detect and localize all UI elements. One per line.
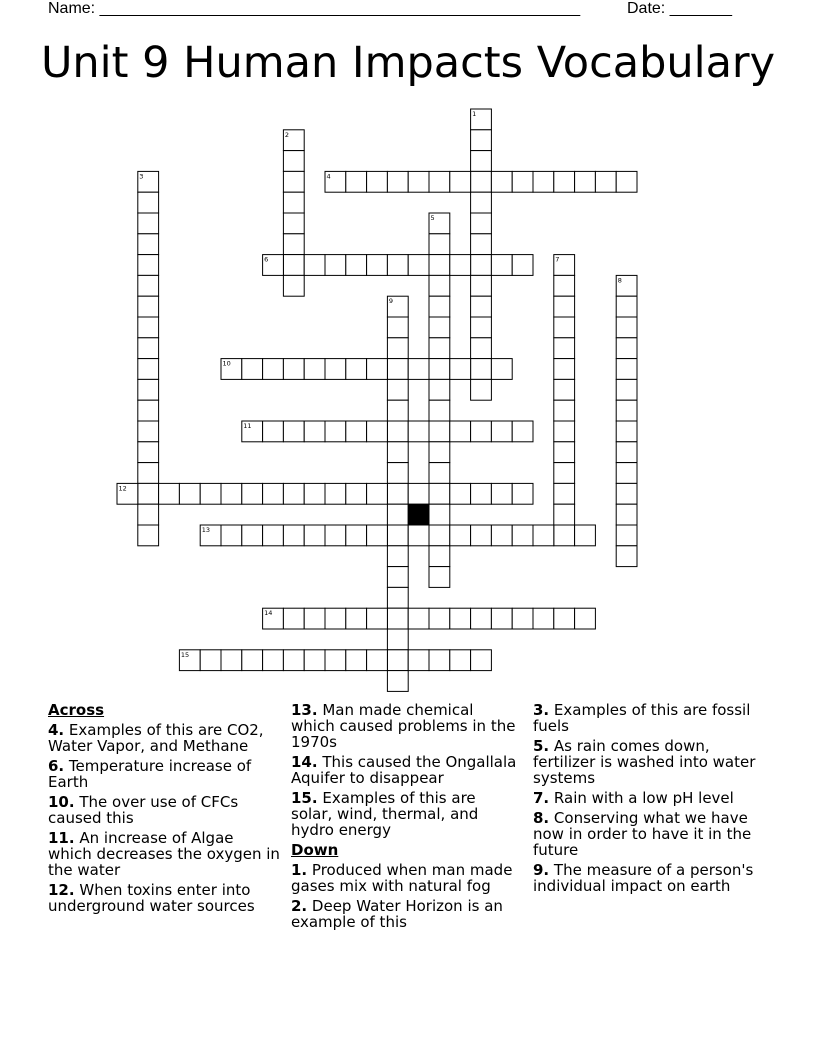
crossword-cell[interactable] [491,255,512,276]
crossword-cell[interactable] [471,379,492,400]
clue-number: 13. [291,701,318,719]
crossword-cell[interactable] [471,525,492,546]
crossword-cell[interactable] [242,525,263,546]
crossword-cell[interactable] [408,359,429,380]
crossword-cell[interactable] [429,317,450,338]
name-field-label: Name: ______________________________________________________ [48,0,581,17]
crossword-cell[interactable] [387,650,408,671]
crossword-cell[interactable] [554,463,575,484]
crossword-cell[interactable] [429,567,450,588]
crossword-cell[interactable] [304,483,325,504]
crossword-cell[interactable] [221,650,242,671]
crossword-cell[interactable] [387,671,408,692]
crossword-cell[interactable] [408,608,429,629]
crossword-cell[interactable] [346,359,367,380]
crossword-cell[interactable] [138,213,159,234]
crossword-cell[interactable] [471,130,492,151]
crossword-cell[interactable] [512,421,533,442]
crossword-cell[interactable] [263,421,284,442]
crossword-cell[interactable] [616,421,637,442]
crossword-cell[interactable] [616,400,637,421]
crossword-cell[interactable] [471,151,492,172]
clue-number: 7. [533,789,550,807]
clue-text: As rain comes down, fertilizer is washed into water systems [533,737,756,787]
crossword-cell[interactable] [367,255,388,276]
crossword-cell[interactable] [491,421,512,442]
crossword-cell[interactable] [471,338,492,359]
clue-number-10: 10 [222,359,231,368]
crossword-cell[interactable] [471,255,492,276]
crossword-cell[interactable] [471,608,492,629]
crossword-cell[interactable] [138,234,159,255]
crossword-cell[interactable] [138,296,159,317]
crossword-cell[interactable] [283,608,304,629]
crossword-cell[interactable] [429,504,450,525]
clue-number-2: 2 [284,130,290,139]
crossword-cell[interactable] [325,525,346,546]
crossword-cell[interactable] [533,171,554,192]
crossword-cell[interactable] [367,171,388,192]
crossword-cell[interactable] [283,213,304,234]
clues-column-3 [533,702,765,898]
down-heading: Down [291,841,339,859]
crossword-cell[interactable] [387,171,408,192]
crossword-cell[interactable] [512,483,533,504]
crossword-cell[interactable] [554,442,575,463]
crossword-cell[interactable] [616,504,637,525]
crossword-cell[interactable] [616,546,637,567]
crossword-cell[interactable] [325,608,346,629]
crossword-cell[interactable] [283,525,304,546]
crossword-cell[interactable] [387,421,408,442]
clue-number-4: 4 [326,172,331,181]
crossword-cell[interactable] [325,255,346,276]
clue-text: This caused the Ongallala Aquifer to disappear [291,753,517,787]
crossword-cell[interactable] [554,483,575,504]
clue-number-3: 3 [139,172,144,181]
crossword-cell[interactable] [491,359,512,380]
crossword-cell[interactable] [429,338,450,359]
clue-text: Examples of this are fossil fuels [533,701,751,735]
crossword-cell[interactable] [554,504,575,525]
clue-number-12: 12 [118,484,127,493]
crossword-cell[interactable] [138,483,159,504]
clue-number: 8. [533,809,550,827]
crossword-cell[interactable] [554,400,575,421]
crossword-cell[interactable] [512,608,533,629]
crossword-cell[interactable] [242,483,263,504]
across-clue-13 [291,702,519,750]
down-clue-9 [533,862,765,894]
clue-text: An increase of Algae which decreases the oxygen in the water [48,829,280,879]
across-clue-14 [291,754,519,786]
clue-text: Conserving what we have now in order to have it in the future [533,809,752,859]
crossword-cell[interactable] [221,483,242,504]
crossword-cell[interactable] [387,338,408,359]
crossword-cell[interactable] [283,255,304,276]
crossword-cell[interactable] [408,483,429,504]
crossword-cell[interactable] [450,255,471,276]
crossword-cell[interactable] [554,359,575,380]
clue-number: 1. [291,861,308,879]
crossword-cell[interactable] [429,359,450,380]
crossword-cell[interactable] [221,525,242,546]
crossword-cell[interactable] [429,650,450,671]
crossword-cell[interactable] [450,359,471,380]
crossword-cell[interactable] [283,421,304,442]
crossword-cell[interactable] [159,483,180,504]
crossword-cell[interactable] [242,359,263,380]
crossword-cell[interactable] [304,421,325,442]
crossword-cell[interactable] [471,317,492,338]
crossword-cell[interactable] [554,171,575,192]
crossword-cell[interactable] [242,650,263,671]
crossword-cell[interactable] [616,442,637,463]
crossword-cell[interactable] [138,255,159,276]
crossword-cell[interactable] [387,255,408,276]
clues-column-2 [291,702,519,934]
clue-text: Rain with a low pH level [553,789,734,807]
across-heading: Across [48,701,105,719]
crossword-cell[interactable] [595,171,616,192]
crossword-cell[interactable] [179,483,200,504]
crossword-cell[interactable] [325,421,346,442]
crossword-cell[interactable] [450,608,471,629]
clue-text: The over use of CFCs caused this [48,793,239,827]
clue-text: Produced when man made gases mix with natural fog [291,861,513,895]
clue-number: 4. [48,721,65,739]
clue-text: Examples of this are CO2, Water Vapor, and Methane [48,721,264,755]
crossword-cell[interactable] [283,483,304,504]
page-title: Unit 9 Human Impacts Vocabulary [40,38,776,88]
clue-number-5: 5 [430,214,435,222]
crossword-cell[interactable] [616,296,637,317]
crossword-cell[interactable] [429,275,450,296]
across-clue-12 [48,882,280,914]
crossword-cell[interactable] [429,296,450,317]
crossword-cell[interactable] [616,359,637,380]
crossword-cell[interactable] [471,171,492,192]
across-clue-4 [48,722,280,754]
crossword-cell[interactable] [450,171,471,192]
crossword-cell[interactable] [616,171,637,192]
crossword-cell[interactable] [408,421,429,442]
crossword-cell[interactable] [554,421,575,442]
clue-number: 6. [48,757,65,775]
clue-text: When toxins enter into underground water sources [48,881,255,915]
crossword-cell[interactable] [138,338,159,359]
crossword-cell[interactable] [283,151,304,172]
clue-number: 3. [533,701,550,719]
crossword-cell[interactable] [283,359,304,380]
crossword-cell[interactable] [616,338,637,359]
crossword-cell[interactable] [346,608,367,629]
crossword-cell[interactable] [554,275,575,296]
crossword-cell[interactable] [346,255,367,276]
crossword-cell[interactable] [387,629,408,650]
clue-number: 10. [48,793,75,811]
crossword-cell[interactable] [471,650,492,671]
crossword-cell[interactable] [200,483,221,504]
crossword-cell[interactable] [471,359,492,380]
crossword-cell[interactable] [304,650,325,671]
crossword-cell[interactable] [408,171,429,192]
crossword-cell[interactable] [471,483,492,504]
crossword-cell[interactable] [263,359,284,380]
crossword-cell[interactable] [346,483,367,504]
crossword-cell[interactable] [138,192,159,213]
crossword-cell[interactable] [387,587,408,608]
crossword-cell[interactable] [429,255,450,276]
crossword-cell[interactable] [346,171,367,192]
clue-number: 9. [533,861,550,879]
clue-number: 5. [533,737,550,755]
clue-number-15: 15 [180,650,190,659]
down-clue-8 [533,810,765,858]
crossword-cell[interactable] [512,525,533,546]
crossword-cell[interactable] [263,483,284,504]
crossword-cell[interactable] [387,317,408,338]
crossword-cell[interactable] [429,421,450,442]
down-clue-3 [533,702,765,734]
crossword-cell[interactable] [429,525,450,546]
crossword-cell[interactable] [283,234,304,255]
clue-number-14: 14 [264,609,273,618]
clue-text: Man made chemical which caused problems in the 1970s [291,701,516,751]
crossword-cell[interactable] [491,525,512,546]
crossword-cell[interactable] [283,171,304,192]
crossword-cell[interactable] [387,359,408,380]
crossword-cell[interactable] [471,296,492,317]
crossword-cell[interactable] [138,275,159,296]
crossword-cell[interactable] [575,171,596,192]
crossword-cell[interactable] [450,421,471,442]
crossword-cell[interactable] [387,608,408,629]
across-clue-10 [48,794,280,826]
clue-number-8: 8 [617,276,622,285]
crossword-cell[interactable] [387,504,408,525]
crossword-cell[interactable] [491,171,512,192]
crossword-cell[interactable] [554,379,575,400]
date-field-label: Date: _______ [627,0,732,17]
crossword-cell[interactable] [138,421,159,442]
down-clue-1 [291,862,519,894]
clue-number-13: 13 [201,526,210,534]
crossword-cell[interactable] [554,525,575,546]
crossword-cell[interactable] [491,608,512,629]
crossword-cell[interactable] [471,234,492,255]
crossword-cell[interactable] [138,379,159,400]
crossword-cell[interactable] [138,359,159,380]
crossword-cell[interactable] [450,525,471,546]
down-clue-5 [533,738,765,786]
crossword-cell[interactable] [138,400,159,421]
clue-number-6: 6 [264,255,269,264]
crossword-cell[interactable] [429,463,450,484]
clue-text: Examples of this are solar, wind, thermal, and hydro energy [291,789,479,839]
clue-number-1: 1 [472,110,477,118]
clue-number: 12. [48,881,75,899]
crossword-cell[interactable] [325,650,346,671]
crossword-cell[interactable] [471,421,492,442]
crossword-cell[interactable] [512,171,533,192]
clue-number: 14. [291,753,318,771]
crossword-cell[interactable] [429,234,450,255]
crossword-cell[interactable] [533,525,554,546]
down-clue-2 [291,898,519,930]
crossword-cell[interactable] [408,255,429,276]
crossword-cell[interactable] [367,483,388,504]
crossword-cell[interactable] [304,255,325,276]
clue-number-11: 11 [243,422,252,430]
crossword-cell[interactable] [429,442,450,463]
crossword-cell[interactable] [429,483,450,504]
crossword-cell[interactable] [471,275,492,296]
crossword-cell[interactable] [325,483,346,504]
across-clue-15 [291,790,519,838]
crossword-cell[interactable] [429,608,450,629]
crossword-cell[interactable] [387,546,408,567]
crossword-cell[interactable] [387,525,408,546]
clue-number: 11. [48,829,75,847]
crossword-cell[interactable] [387,463,408,484]
crossword-cell[interactable] [283,275,304,296]
crossword-cell[interactable] [408,650,429,671]
clue-number-7: 7 [555,255,560,264]
clue-text: Temperature increase of Earth [48,757,252,791]
crossword-cell[interactable] [200,650,221,671]
crossword-cell[interactable] [450,650,471,671]
crossword-cell[interactable] [387,483,408,504]
crossword-cell[interactable] [575,608,596,629]
crossword-cell[interactable] [346,421,367,442]
crossword-cell[interactable] [616,483,637,504]
crossword-cell[interactable] [616,317,637,338]
crossword-cell[interactable] [367,650,388,671]
crossword-cell[interactable] [429,546,450,567]
across-clue-6 [48,758,280,790]
crossword-cell[interactable] [471,192,492,213]
crossword-cell[interactable] [367,525,388,546]
crossword-cell[interactable] [138,442,159,463]
clue-number: 15. [291,789,318,807]
crossword-cell[interactable] [263,525,284,546]
crossword-cell[interactable] [491,483,512,504]
crossword-cell[interactable] [138,317,159,338]
crossword-cell[interactable] [575,525,596,546]
clues-column-1 [48,702,280,918]
black-square [408,504,429,525]
crossword-cell[interactable] [387,567,408,588]
crossword-cell[interactable] [429,400,450,421]
crossword-cell[interactable] [387,379,408,400]
crossword-cell[interactable] [138,525,159,546]
crossword-cell[interactable] [554,296,575,317]
crossword-cell[interactable] [367,608,388,629]
crossword-cell[interactable] [367,359,388,380]
crossword-cell[interactable] [325,359,346,380]
crossword-cell[interactable] [304,608,325,629]
crossword-cell[interactable] [283,192,304,213]
crossword-cell[interactable] [138,463,159,484]
crossword-cell[interactable] [512,255,533,276]
crossword-cell[interactable] [471,213,492,234]
crossword-cell[interactable] [367,421,388,442]
crossword-cell[interactable] [429,379,450,400]
crossword-cell[interactable] [554,338,575,359]
clue-text: The measure of a person's individual impact on earth [533,861,754,895]
crossword-cell[interactable] [616,379,637,400]
crossword-cell[interactable] [554,317,575,338]
clue-number-9: 9 [388,297,394,306]
crossword-cell[interactable] [554,608,575,629]
crossword-cell[interactable] [304,525,325,546]
crossword-cell[interactable] [616,525,637,546]
crossword-cell[interactable] [408,525,429,546]
crossword-cell[interactable] [450,483,471,504]
crossword-cell[interactable] [283,650,304,671]
crossword-cell[interactable] [138,504,159,525]
across-clue-11 [48,830,280,878]
clue-text: Deep Water Horizon is an example of this [291,897,503,931]
down-clue-7 [533,790,765,806]
crossword-cell[interactable] [263,650,284,671]
crossword-cell[interactable] [387,442,408,463]
crossword-cell[interactable] [304,359,325,380]
clue-number: 2. [291,897,308,915]
crossword-cell[interactable] [616,463,637,484]
crossword-cell[interactable] [387,400,408,421]
crossword-cell[interactable] [346,650,367,671]
crossword-cell[interactable] [533,608,554,629]
crossword-cell[interactable] [429,171,450,192]
crossword-cell[interactable] [346,525,367,546]
